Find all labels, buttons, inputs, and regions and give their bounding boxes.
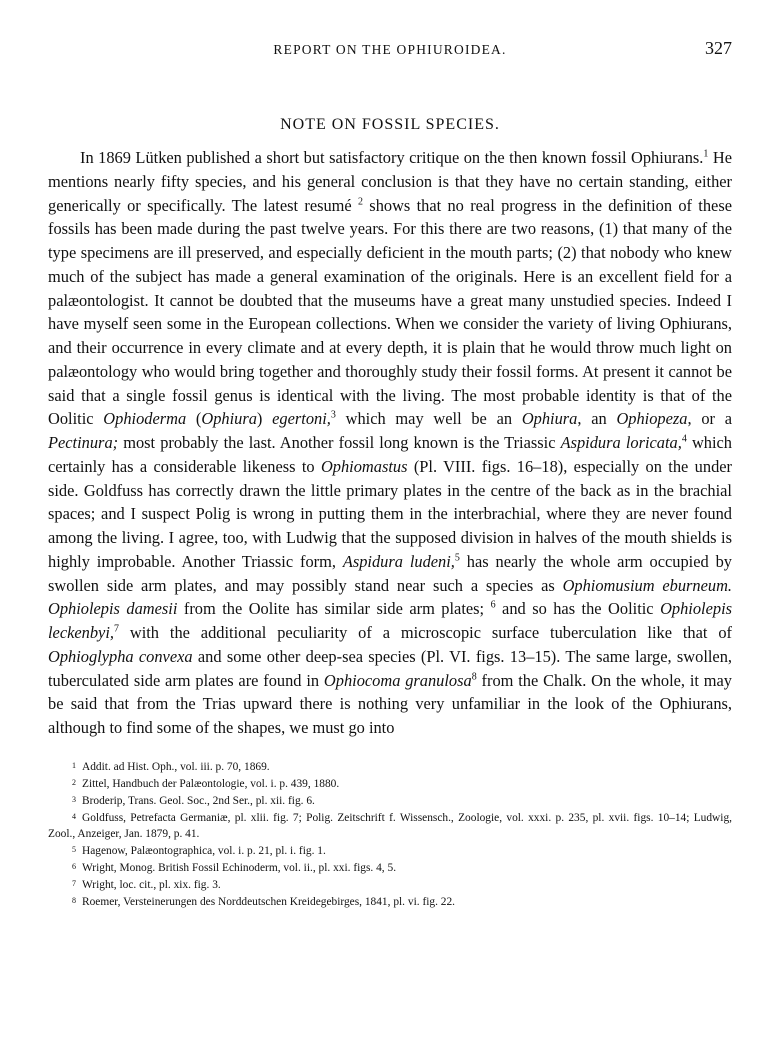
footnote-ref: 2	[358, 196, 363, 208]
footnote-text: Addit. ad Hist. Oph., vol. iii. p. 70, 1869.	[82, 760, 270, 773]
taxon-name: Ophiocoma granulosa	[323, 670, 472, 690]
text-run: shows that no real progress in the definition of these fossils has been made during the past twelve years. For this there are two reasons, (1) that many of the type specimens are ill preserved, and especially deficient in the mouth parts; (2) that nobody who knew much of the subject has made a general examination of the originals. Here is an excellent field for a palæontologist. It cannot be doubted that the museums have a great many unstudied species. Indeed I have myself seen some in the European collections. When we consider the variety of living Ophiurans, and their occurrence in every climate and at every depth, it is plain that he would throw much light on palæontology who would bring together and thoroughly study their fossil forms. At present it cannot be said that a single fossil genus is identical with the living. The most probable identity is that of the Oolitic	[48, 195, 732, 429]
footnote-text: Roemer, Versteinerungen des Norddeutschen Kreidegebirges, 1841, pl. vi. fig. 22.	[82, 896, 456, 909]
footnote	[48, 876, 732, 893]
footnote-ref: 5	[454, 552, 460, 564]
text-run: which certainly has a considerable likeness to	[48, 433, 733, 476]
footnote-ref: 6	[490, 599, 496, 611]
running-title: REPORT ON THE OPHIUROIDEA.	[273, 42, 507, 57]
taxon-name: egertoni,	[272, 409, 331, 429]
footnote	[48, 809, 732, 841]
footnote	[48, 842, 732, 859]
text-run: has nearly the whole arm occupied by swollen side arm plates, and may possibly stand near such a species as	[48, 551, 732, 595]
text-run: )	[256, 409, 273, 429]
footnote-text: Hagenow, Palæontographica, vol. i. p. 21, pl. i. fig. 1.	[82, 844, 326, 857]
taxon-name: Ophiomusium eburneum.	[562, 575, 733, 595]
paragraph	[48, 146, 732, 740]
taxon-name: Ophiomastus	[320, 456, 408, 476]
footnote-number: 6	[72, 861, 76, 871]
footnote-text: Broderip, Trans. Geol. Soc., 2nd Ser., pl. xii. fig. 6.	[82, 795, 315, 808]
footnote	[48, 893, 732, 910]
taxon-name: Ophioglypha convexa	[48, 646, 193, 666]
taxon-name: Ophiolepis leckenbyi,	[48, 599, 732, 642]
taxon-name: Ophioderma	[103, 409, 187, 429]
footnote-number: 5	[72, 844, 76, 854]
footnote	[48, 859, 732, 876]
footnote-number: 8	[72, 896, 76, 906]
footnote-text: Goldfuss, Petrefacta Germaniæ, pl. xlii. fig. 7; Polig. Zeitschrift f. Wissensch., Zoologie, vol. xxxi. p. 235, pl. xvii. figs. 10–14; Ludwig, Zool., Anzeiger, Jan. 1879, p. 41.	[48, 812, 732, 840]
footnote-ref: 7	[113, 623, 119, 635]
taxon-name: Ophiopeza	[616, 409, 688, 429]
footnote-ref: 1	[703, 148, 709, 160]
taxon-name: Ophiura	[201, 409, 257, 429]
text-run: with the additional peculiarity of a microscopic surface tuberculation like that of	[118, 623, 732, 642]
footnote-text: Wright, Monog. British Fossil Echinoderm, vol. ii., pl. xxi. figs. 4, 5.	[82, 861, 397, 874]
text-run: which may well be an	[335, 409, 522, 429]
body-text	[48, 146, 732, 740]
text-run: from the Chalk. On the whole, it may be said that from the Trias upward there is nothing very unfamiliar in the look of the Ophiurans, although to find some of the shapes, we must go into	[48, 670, 732, 737]
text-run: and so has the Oolitic	[495, 599, 661, 619]
page-number: 327	[705, 38, 732, 58]
text-run: (Pl. VIII. figs. 16–18), especially on the under side. Goldfuss has correctly drawn the little primary plates in the centre of the back as in the brachial spaces; and I suspect Polig is wrong in putting them in the interbrachial, where they are never found among the living. I agree, too, with Ludwig that the supposed division in halves of the mouth shields is highly improbable. Another Triassic form,	[48, 456, 732, 571]
section-title: NOTE ON FOSSIL SPECIES.	[280, 116, 500, 133]
taxon-name: Ophiolepis damesii	[48, 599, 178, 619]
text-run: from the Oolite has similar side arm plates;	[177, 599, 491, 619]
text-run: and some other deep-sea species (Pl. VI. figs. 13–15). The same large, swollen, tuberculated side arm plates are found in	[48, 646, 733, 690]
footnote-ref: 8	[471, 671, 477, 683]
taxon-name: Ophiura	[521, 409, 578, 429]
footnote	[48, 758, 732, 775]
page	[48, 38, 732, 911]
text-run: , or a	[687, 409, 733, 429]
footnote-number: 4	[72, 812, 76, 822]
text-run: most probably the last. Another fossil long known is the Triassic	[118, 433, 561, 452]
footnote-text: Zittel, Handbuch der Palæontologie, vol. i. p. 439, 1880.	[82, 777, 340, 790]
footnote-text: Wright, loc. cit., pl. xix. fig. 3.	[82, 879, 221, 892]
footnote-number: 2	[72, 777, 76, 787]
text-run: (	[186, 409, 202, 429]
footnote-ref: 4	[681, 433, 687, 445]
taxon-name: Pectinura;	[48, 433, 119, 452]
footnote	[48, 792, 732, 809]
text-run: In 1869 Lütken published a short but satisfactory critique on the then known fossil Ophiurans.	[80, 148, 704, 167]
footnote-number: 7	[72, 879, 76, 889]
footnote	[48, 775, 732, 792]
footnote-number: 1	[72, 760, 76, 770]
text-run: He mentions nearly fifty species, and his general conclusion is that they have no certain standing, either generically or specifically. The latest resumé	[48, 148, 732, 215]
running-header	[48, 38, 732, 64]
taxon-name: Aspidura loricata,	[560, 433, 682, 452]
footnotes	[48, 758, 732, 911]
footnote-ref: 3	[330, 409, 336, 421]
taxon-name: Aspidura ludeni,	[342, 551, 455, 571]
text-run: , an	[577, 409, 617, 429]
footnote-number: 3	[72, 795, 76, 805]
